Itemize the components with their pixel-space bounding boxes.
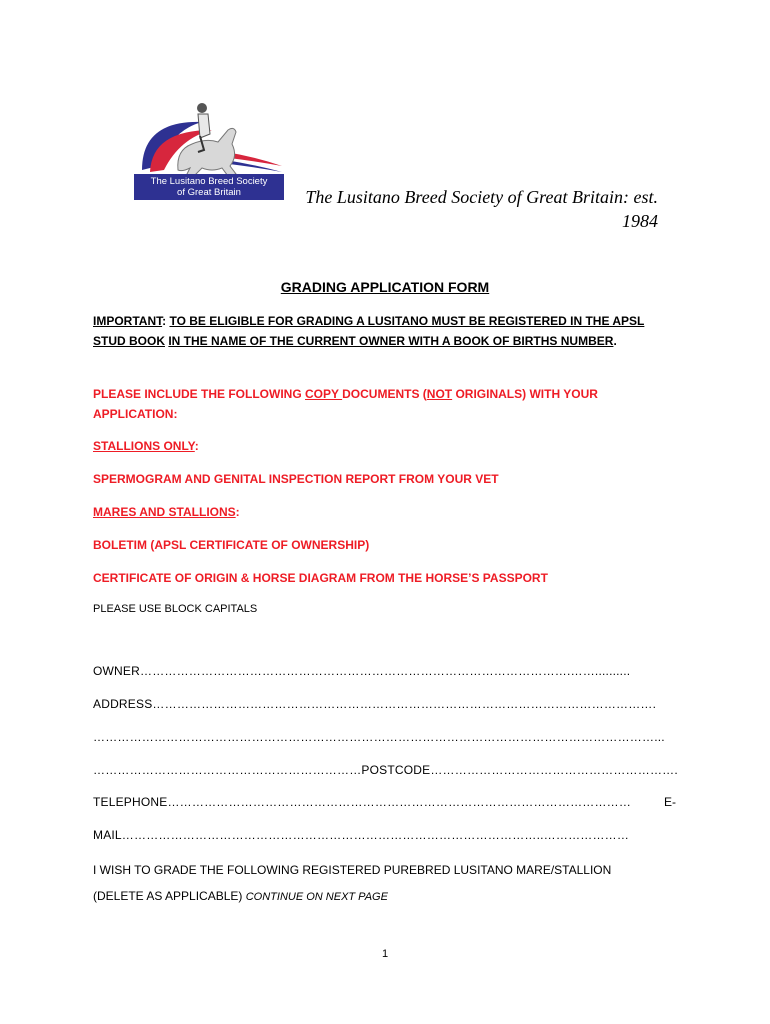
grade-statement: I WISH TO GRADE THE FOLLOWING REGISTERED PUREBRED LUSITANO MARE/STALLION — [93, 863, 612, 877]
society-logo — [132, 100, 292, 204]
include-documents-notice: PLEASE INCLUDE THE FOLLOWING COPY DOCUMENTS (NOT ORIGINALS) WITH YOUR APPLICATION: — [93, 387, 598, 421]
continue-next-page: CONTINUE ON NEXT PAGE — [245, 891, 388, 903]
postcode-field[interactable]: POSTCODE……………………………………………………. — [361, 763, 678, 777]
email-label-start: E- — [664, 795, 676, 809]
page-number: 1 — [381, 948, 389, 960]
important-label: IMPORTANT — [93, 314, 163, 328]
logo-text-line1: The Lusitano Breed Society — [150, 176, 268, 187]
mares-stallions-heading: MARES AND STALLIONS: — [93, 505, 240, 519]
copy-word: COPY — [305, 387, 343, 401]
logo-text-line2: of Great Britain — [177, 187, 241, 198]
certificate-requirement: CERTIFICATE OF ORIGIN & HORSE DIAGRAM FROM THE HORSE’S PASSPORT — [93, 571, 548, 585]
important-text-1: TO BE ELIGIBLE FOR GRADING A LUSITANO MUST BE REGISTERED IN THE APSL STUD BOOK — [93, 314, 645, 348]
address-postcode-line — [93, 763, 678, 777]
society-tagline-line2: 1984 — [622, 211, 658, 231]
address-field-3[interactable]: ………………………………………………………… — [93, 763, 362, 777]
society-tagline-line1: The Lusitano Breed Society of Great Britain: est. — [305, 187, 658, 207]
spermogram-requirement: SPERMOGRAM AND GENITAL INSPECTION REPORT FROM YOUR VET — [93, 472, 499, 486]
address-field-1[interactable]: ADDRESS……………………………………………………………………………………………………………. — [93, 697, 657, 711]
telephone-field[interactable]: TELEPHONE…………………………………………………………………………………………………… — [93, 795, 632, 809]
not-word: NOT — [426, 387, 453, 401]
stallions-only-heading: STALLIONS ONLY: — [93, 439, 199, 453]
address-field-2[interactable]: …………………………………………………………………………………………………………………………... — [93, 730, 665, 744]
society-tagline — [290, 185, 658, 233]
boletim-requirement: BOLETIM (APSL CERTIFICATE OF OWNERSHIP) — [93, 538, 370, 552]
block-capitals-note: PLEASE USE BLOCK CAPITALS — [93, 603, 258, 615]
owner-field[interactable]: OWNER…………………………………………………………………………………………….…….......... — [93, 664, 631, 678]
important-text-2: IN THE NAME OF THE CURRENT OWNER WITH A BOOK OF BIRTHS NUMBER — [168, 334, 614, 348]
form-title: GRADING APPLICATION FORM — [280, 279, 490, 295]
important-notice: IMPORTANT: TO BE ELIGIBLE FOR GRADING A LUSITANO MUST BE REGISTERED IN THE APSL STUD BOOK IN THE NAME OF THE CURRENT OWNER WITH A BOOK OF BIRTHS NUMBER. — [93, 314, 645, 348]
email-field[interactable]: MAIL…………………………………………………………………………………………..………………… — [93, 828, 630, 842]
delete-applicable-note: (DELETE AS APPLICABLE) CONTINUE ON NEXT PAGE — [93, 889, 388, 903]
